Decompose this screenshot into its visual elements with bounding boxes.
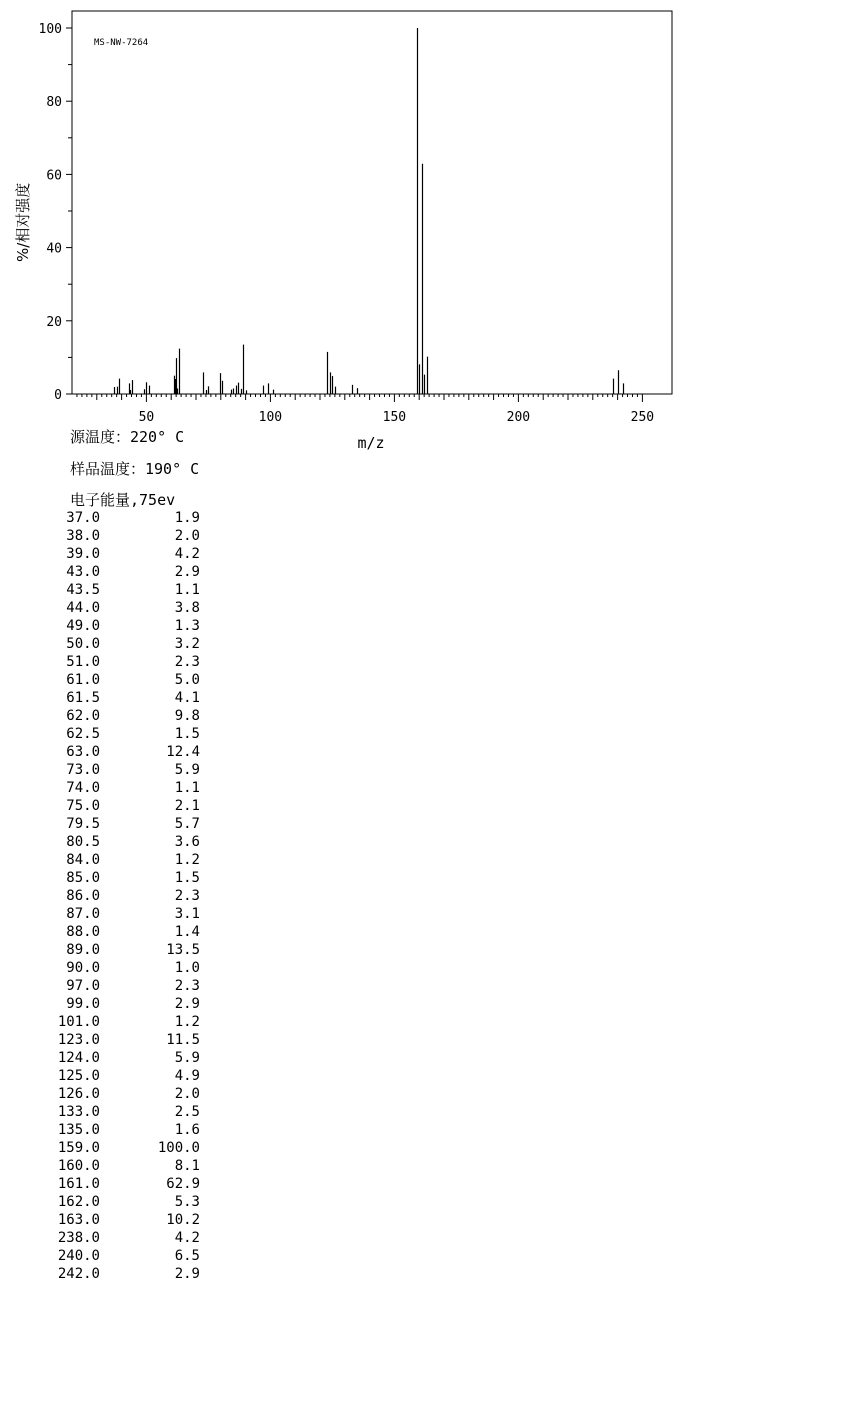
- mz-value: 51.0: [66, 654, 100, 670]
- abundance-value: 12.4: [166, 744, 200, 760]
- mz-value: 163.0: [57, 1212, 100, 1228]
- table-row: [40, 905, 200, 923]
- mz-value: 62.5: [66, 726, 100, 742]
- y-axis-ticks: [39, 22, 72, 403]
- table-row: [40, 779, 200, 797]
- mz-value: 43.0: [66, 564, 100, 580]
- x-tick-label: 150: [382, 410, 407, 425]
- x-axis-ticks: [77, 394, 654, 425]
- y-tick-label: 20: [46, 314, 62, 330]
- abundance-value: 8.1: [174, 1158, 200, 1174]
- mz-value: 61.5: [66, 690, 100, 706]
- abundance-value: 5.3: [174, 1194, 200, 1210]
- mz-value: 126.0: [57, 1086, 100, 1102]
- mz-value: 125.0: [57, 1068, 100, 1084]
- y-axis-label: %/相对强度: [14, 182, 32, 262]
- mz-value: 43.5: [66, 582, 100, 598]
- table-row: [40, 797, 200, 815]
- table-row: [40, 923, 200, 941]
- abundance-value: 13.5: [166, 942, 200, 958]
- table-row: [40, 887, 200, 905]
- table-row: [40, 1229, 200, 1247]
- mz-value: 44.0: [66, 600, 100, 616]
- abundance-value: 1.5: [174, 726, 200, 742]
- x-tick-label: 200: [506, 410, 531, 425]
- x-tick-label: 50: [138, 410, 155, 425]
- mz-value: 74.0: [66, 780, 100, 796]
- mz-value: 86.0: [66, 888, 100, 904]
- abundance-value: 2.3: [174, 654, 200, 670]
- mz-value: 133.0: [57, 1104, 100, 1120]
- abundance-value: 1.1: [174, 780, 200, 796]
- y-tick-label: 100: [38, 22, 62, 37]
- table-row: [40, 743, 200, 761]
- table-row: [40, 1193, 200, 1211]
- abundance-value: 2.9: [174, 1266, 200, 1282]
- mz-value: 89.0: [66, 942, 100, 958]
- table-row: [40, 1067, 200, 1085]
- table-row: [40, 725, 200, 743]
- table-row: [40, 563, 200, 581]
- abundance-value: 1.9: [174, 510, 200, 526]
- table-row: [40, 581, 200, 599]
- mz-value: 123.0: [57, 1032, 100, 1048]
- mz-value: 87.0: [66, 906, 100, 922]
- table-row: [40, 815, 200, 833]
- mz-value: 61.0: [66, 672, 100, 688]
- table-row: [40, 1085, 200, 1103]
- mz-value: 39.0: [66, 546, 100, 562]
- abundance-value: 5.7: [174, 816, 200, 832]
- mz-value: 135.0: [57, 1122, 100, 1138]
- mz-value: 80.5: [66, 834, 100, 850]
- abundance-value: 3.2: [174, 636, 200, 652]
- source-temperature: 源温度：220° C: [70, 428, 185, 446]
- abundance-value: 2.3: [174, 888, 200, 904]
- abundance-value: 3.1: [174, 906, 200, 922]
- mz-value: 99.0: [66, 996, 100, 1012]
- table-row: [40, 941, 200, 959]
- table-row: [40, 509, 200, 527]
- table-row: [40, 1121, 200, 1139]
- table-row: [40, 761, 200, 779]
- mz-value: 240.0: [57, 1248, 100, 1264]
- abundance-value: 1.5: [174, 870, 200, 886]
- table-row: [40, 617, 200, 635]
- peak-table: [40, 509, 200, 1283]
- mz-value: 124.0: [57, 1050, 100, 1066]
- table-row: [40, 635, 200, 653]
- abundance-value: 2.0: [174, 528, 200, 544]
- plot-frame: [72, 11, 672, 394]
- spectrum-peaks: [115, 28, 624, 394]
- x-tick-label: 100: [258, 410, 283, 425]
- mz-value: 37.0: [66, 510, 100, 526]
- mass-spectrum-chart: [0, 0, 700, 460]
- mz-value: 84.0: [66, 852, 100, 868]
- abundance-value: 5.0: [174, 672, 200, 688]
- x-tick-label: 250: [630, 410, 655, 425]
- abundance-value: 2.0: [174, 1086, 200, 1102]
- y-tick-label: 40: [46, 241, 62, 257]
- abundance-value: 100.0: [157, 1140, 200, 1156]
- abundance-value: 6.5: [174, 1248, 200, 1264]
- abundance-value: 1.2: [174, 1014, 200, 1030]
- abundance-value: 2.5: [174, 1104, 200, 1120]
- table-row: [40, 671, 200, 689]
- table-row: [40, 1103, 200, 1121]
- table-row: [40, 1211, 200, 1229]
- table-row: [40, 545, 200, 563]
- abundance-value: 1.1: [174, 582, 200, 598]
- table-row: [40, 1157, 200, 1175]
- table-row: [40, 1265, 200, 1283]
- abundance-value: 1.6: [174, 1122, 200, 1138]
- mz-value: 63.0: [66, 744, 100, 760]
- table-row: [40, 1175, 200, 1193]
- mz-value: 238.0: [57, 1230, 100, 1246]
- mz-value: 49.0: [66, 618, 100, 634]
- table-row: [40, 959, 200, 977]
- abundance-value: 2.3: [174, 978, 200, 994]
- abundance-value: 2.9: [174, 996, 200, 1012]
- abundance-value: 4.1: [174, 690, 200, 706]
- mz-value: 79.5: [66, 816, 100, 832]
- mz-value: 160.0: [57, 1158, 100, 1174]
- y-tick-label: 60: [46, 168, 62, 184]
- abundance-value: 4.9: [174, 1068, 200, 1084]
- abundance-value: 4.2: [174, 546, 200, 562]
- table-row: [40, 707, 200, 725]
- abundance-value: 11.5: [166, 1032, 200, 1048]
- table-row: [40, 1139, 200, 1157]
- mz-value: 161.0: [57, 1176, 100, 1192]
- table-row: [40, 833, 200, 851]
- sample-temperature: 样品温度：190° C: [70, 460, 200, 478]
- abundance-value: 1.4: [174, 924, 200, 940]
- table-row: [40, 527, 200, 545]
- table-row: [40, 653, 200, 671]
- mz-value: 62.0: [66, 708, 100, 724]
- abundance-value: 2.1: [174, 798, 200, 814]
- x-axis-label: m/z: [357, 434, 385, 452]
- mz-value: 159.0: [57, 1140, 100, 1156]
- table-row: [40, 1031, 200, 1049]
- table-row: [40, 869, 200, 887]
- table-row: [40, 689, 200, 707]
- mz-value: 162.0: [57, 1194, 100, 1210]
- table-row: [40, 977, 200, 995]
- sample-id: MS-NW-7264: [94, 38, 149, 48]
- abundance-value: 2.9: [174, 564, 200, 580]
- table-row: [40, 1013, 200, 1031]
- y-tick-label: 80: [46, 95, 62, 111]
- mz-value: 38.0: [66, 528, 100, 544]
- abundance-value: 5.9: [174, 1050, 200, 1066]
- mz-value: 88.0: [66, 924, 100, 940]
- mz-value: 101.0: [57, 1014, 100, 1030]
- table-row: [40, 851, 200, 869]
- table-row: [40, 1049, 200, 1067]
- mz-value: 73.0: [66, 762, 100, 778]
- table-row: [40, 995, 200, 1013]
- table-row: [40, 599, 200, 617]
- abundance-value: 3.6: [174, 834, 200, 850]
- mz-value: 97.0: [66, 978, 100, 994]
- abundance-value: 4.2: [174, 1230, 200, 1246]
- abundance-value: 1.2: [174, 852, 200, 868]
- abundance-value: 3.8: [174, 600, 200, 616]
- abundance-value: 10.2: [166, 1212, 200, 1228]
- table-row: [40, 1247, 200, 1265]
- abundance-value: 62.9: [166, 1176, 200, 1192]
- y-tick-label: 0: [54, 388, 62, 403]
- electron-energy: 电子能量,75ev: [70, 491, 176, 509]
- abundance-value: 1.3: [174, 618, 200, 634]
- mz-value: 90.0: [66, 960, 100, 976]
- abundance-value: 5.9: [174, 762, 200, 778]
- abundance-value: 9.8: [174, 708, 200, 724]
- mz-value: 75.0: [66, 798, 100, 814]
- mz-value: 85.0: [66, 870, 100, 886]
- abundance-value: 1.0: [174, 960, 200, 976]
- mz-value: 242.0: [57, 1266, 100, 1282]
- mz-value: 50.0: [66, 636, 100, 652]
